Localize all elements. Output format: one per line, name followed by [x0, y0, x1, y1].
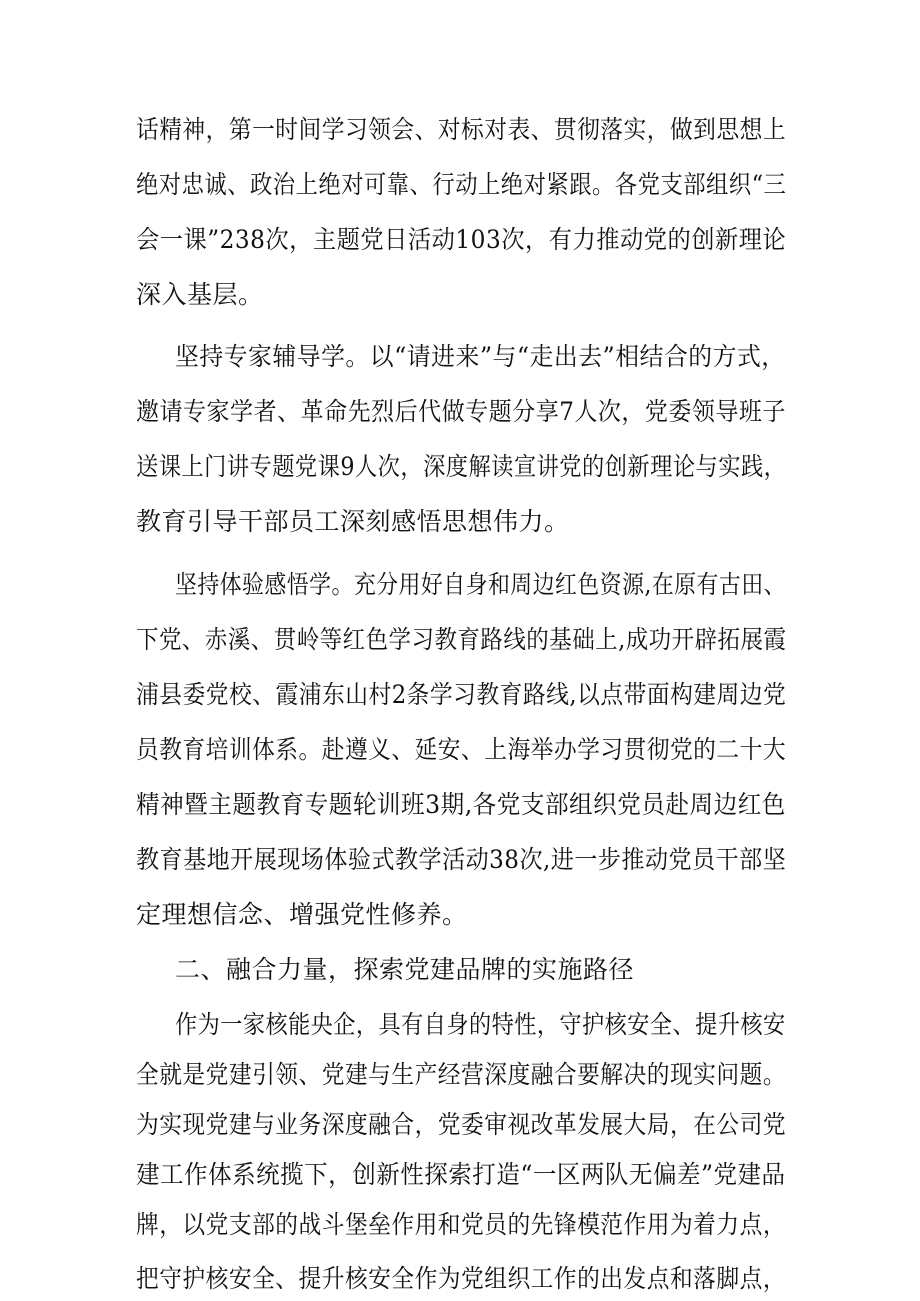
text-line: 全就是党建引领、党建与生产经营深度融合要解决的现实问题。 [136, 1060, 787, 1089]
text-line: 牌，以党支部的战斗堡垒作用和党员的先锋模范作用为着力点， [136, 1210, 787, 1239]
text-line: 会一课”238次，主题党日活动103次，有力推动党的创新理论 [136, 225, 787, 254]
text-line: 建工作体系统揽下，创新性探索打造“一区两队无偏差”党建品 [136, 1160, 786, 1189]
text-line: 教育基地开展现场体验式教学活动38次,进一步推动党员干部坚 [136, 845, 787, 874]
text-line: 坚持体验感悟学。充分用好自身和周边红色资源,在原有古田、 [175, 570, 786, 599]
text-line: 作为一家核能央企，具有自身的特性，守护核安全、提升核安 [175, 1010, 786, 1039]
text-line: 送课上门讲专题党课9人次，深度解读宣讲党的创新理论与实践， [136, 452, 787, 481]
text-line: 定理想信念、增强党性修养。 [136, 900, 468, 929]
text-line: 话精神，第一时间学习领会、对标对表、贯彻落实，做到思想上 [136, 115, 787, 144]
text-line: 浦县委党校、霞浦东山村2条学习教育路线,以点带面构建周边党 [136, 680, 787, 709]
text-line: 绝对忠诚、政治上绝对可靠、行动上绝对紧跟。各党支部组织“三 [136, 170, 787, 199]
text-line: 坚持专家辅导学。以“请进来”与“走出去”相结合的方式， [175, 342, 786, 371]
text-line: 精神暨主题教育专题轮训班3期,各党支部组织党员赴周边红色 [136, 790, 786, 819]
text-line: 深入基层。 [136, 280, 264, 309]
text-line: 把守护核安全、提升核安全作为党组织工作的出发点和落脚点， [136, 1264, 787, 1293]
section-heading: 二、融合力量，探索党建品牌的实施路径 [175, 955, 635, 984]
text-line: 为实现党建与业务深度融合，党委审视改革发展大局，在公司党 [136, 1110, 787, 1139]
text-line: 邀请专家学者、革命先烈后代做专题分享7人次，党委领导班子 [136, 397, 786, 426]
text-line: 教育引导干部员工深刻感悟思想伟力。 [136, 507, 570, 536]
text-line: 下党、赤溪、贯岭等红色学习教育路线的基础上,成功开辟拓展霞 [136, 625, 787, 654]
text-line: 员教育培训体系。赴遵义、延安、上海举办学习贯彻党的二十大 [136, 735, 787, 764]
